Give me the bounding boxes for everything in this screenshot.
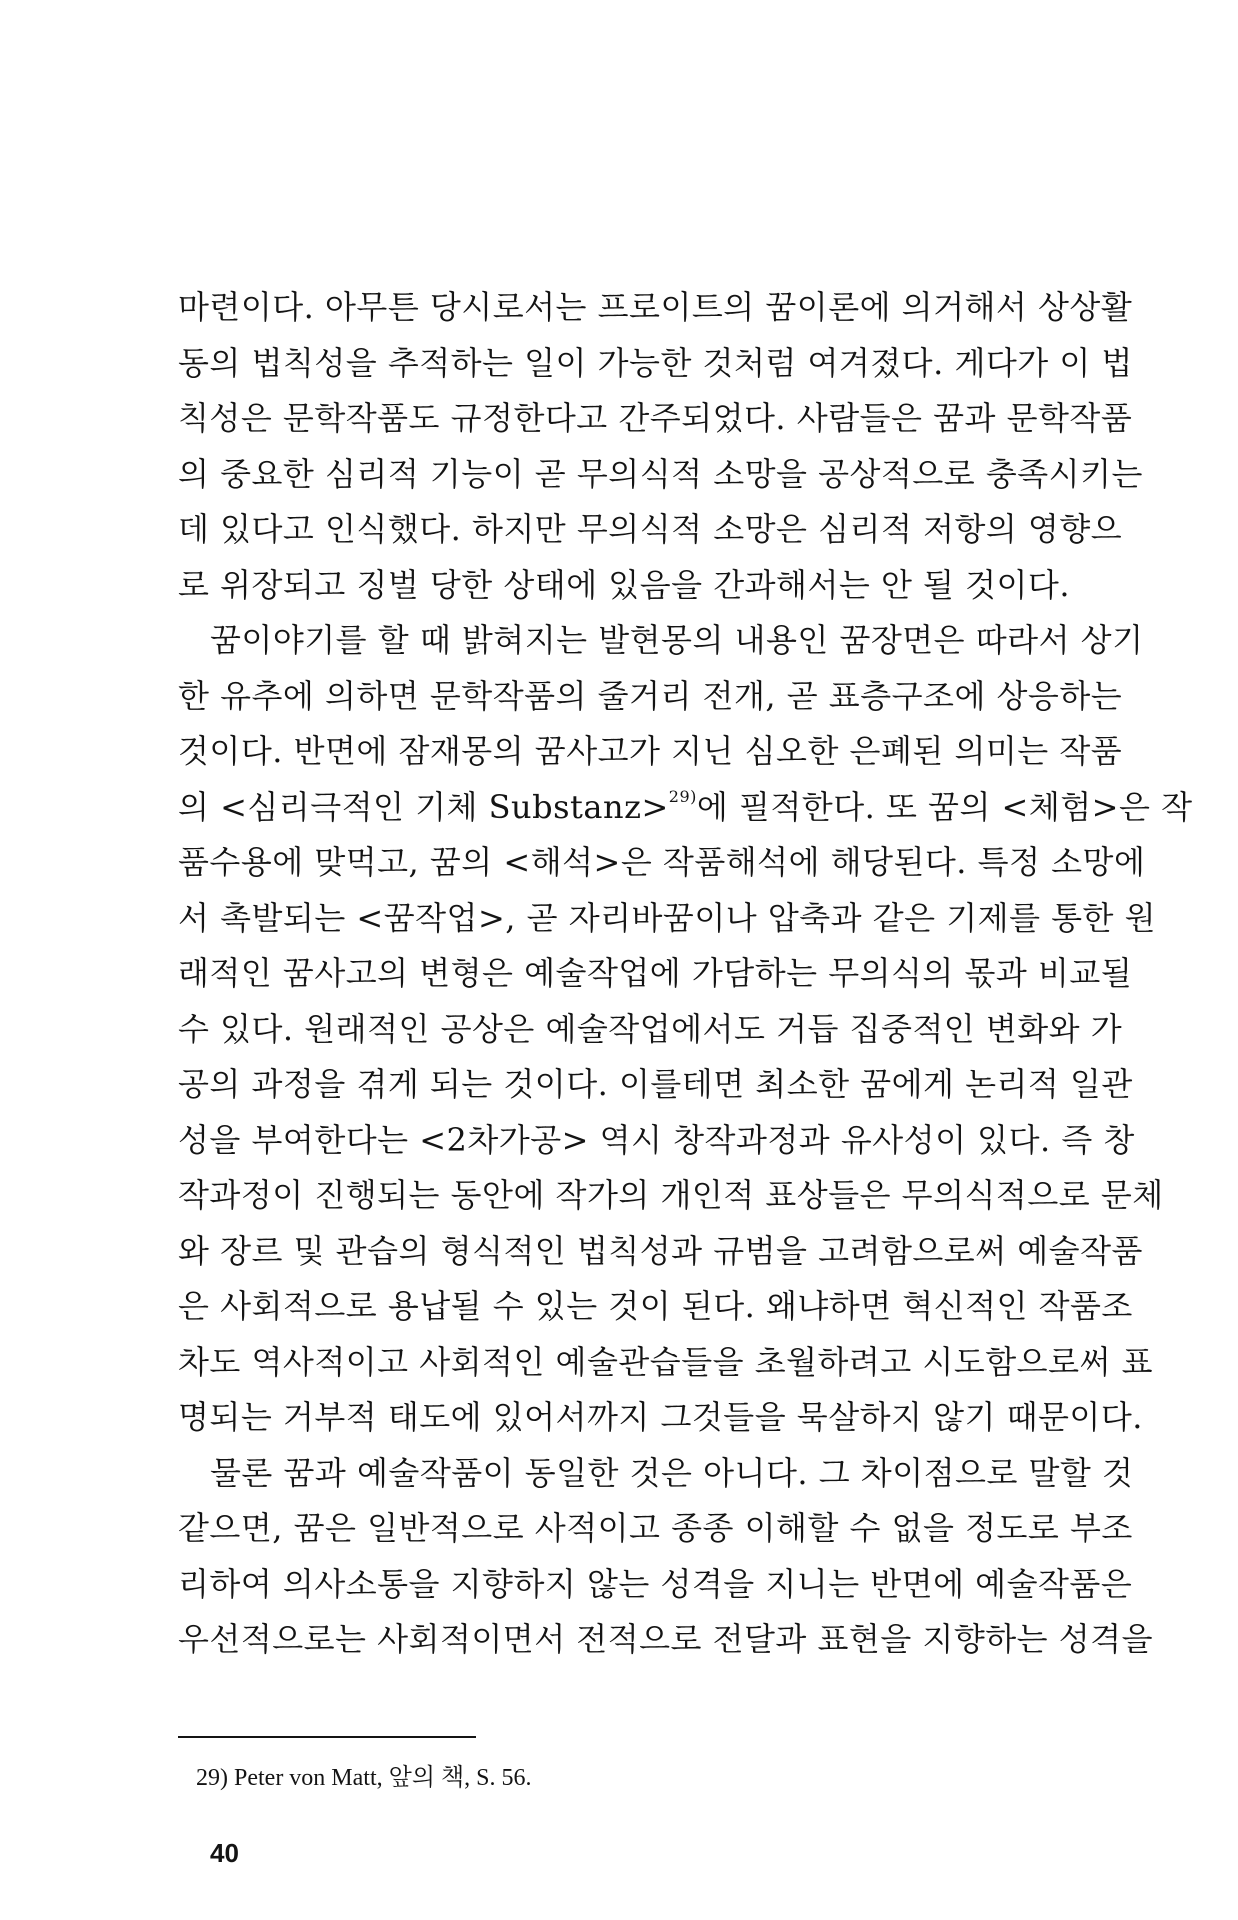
text-line: 우선적으로는 사회적이면서 전적으로 전달과 표현을 지향하는 성격을 <box>178 1620 1153 1658</box>
text-line: 은 사회적으로 용납될 수 있는 것이 된다. 왜냐하면 혁신적인 작품조 <box>178 1287 1133 1325</box>
text-line: 작과정이 진행되는 동안에 작가의 개인적 표상들은 무의식적으로 문체 <box>178 1176 1164 1214</box>
text-line: 같으면, 꿈은 일반적으로 사적이고 종종 이해할 수 없을 정도로 부조 <box>178 1509 1133 1547</box>
text-line: 로 위장되고 징벌 당한 상태에 있음을 간과해서는 안 될 것이다. <box>178 565 1071 604</box>
text-line: 성을 부여한다는 <2차가공> 역시 창작과정과 유사성이 있다. 즉 창 <box>178 1120 1135 1159</box>
text-line: 차도 역사적이고 사회적인 예술관습들을 초월하려고 시도함으로써 표 <box>178 1342 1153 1381</box>
text-line: 데 있다고 인식했다. 하지만 무의식적 소망은 심리적 저항의 영향으 <box>178 510 1123 548</box>
text-line: 동의 법칙성을 추적하는 일이 가능한 것처럼 여겨졌다. 게다가 이 법 <box>178 343 1133 382</box>
text-line: 수 있다. 원래적인 공상은 예술작업에서도 거듭 집중적인 변화와 가 <box>178 1009 1123 1048</box>
text-segment: 의 <심리극적인 기체 Substanz> <box>178 787 669 826</box>
text-line: 와 장르 및 관습의 형식적인 법칙성과 규범을 고려함으로써 예술작품 <box>178 1231 1143 1270</box>
text-line: 칙성은 문학작품도 규정한다고 간주되었다. 사람들은 꿈과 문학작품 <box>178 399 1133 437</box>
text-line: 마련이다. 아무튼 당시로서는 프로이트의 꿈이론에 의거해서 상상활 <box>178 288 1133 326</box>
paragraph-first-line: 물론 꿈과 예술작품이 동일한 것은 아니다. 그 차이점으로 말할 것 <box>210 1453 1134 1492</box>
body-text <box>178 280 1193 1668</box>
text-line: 의 중요한 심리적 기능이 곧 무의식적 소망을 공상적으로 충족시키는 <box>178 454 1143 493</box>
footnote: 29) Peter von Matt, 앞의 책, S. 56. <box>196 1765 532 1791</box>
paragraph-first-line: 꿈이야기를 할 때 밝혀지는 발현몽의 내용인 꿈장면은 따라서 상기 <box>210 621 1144 659</box>
text-line: 공의 과정을 겪게 되는 것이다. 이를테면 최소한 꿈에게 논리적 일관 <box>178 1065 1133 1103</box>
footnote-reference: 29) <box>668 786 697 806</box>
text-line: 래적인 꿈사고의 변형은 예술작업에 가담하는 무의식의 몫과 비교될 <box>178 954 1133 992</box>
page-number: 40 <box>210 1838 239 1868</box>
footnote-divider <box>178 1736 476 1738</box>
text-line: 것이다. 반면에 잠재몽의 꿈사고가 지닌 심오한 은폐된 의미는 작품 <box>178 732 1123 770</box>
text-line: 명되는 거부적 태도에 있어서까지 그것들을 묵살하지 않기 때문이다. <box>178 1398 1143 1436</box>
text-segment: 에 필적한다. 또 꿈의 <체험>은 작 <box>696 787 1193 826</box>
text-line: 한 유추에 의하면 문학작품의 줄거리 전개, 곧 표층구조에 상응하는 <box>178 676 1123 715</box>
text-line: 품수용에 맞먹고, 꿈의 <해석>은 작품해석에 해당된다. 특정 소망에 <box>178 843 1146 881</box>
text-line: 리하여 의사소통을 지향하지 않는 성격을 지니는 반면에 예술작품은 <box>178 1564 1133 1603</box>
text-line-with-footnote-ref <box>178 780 1193 836</box>
text-line: 서 촉발되는 <꿈작업>, 곧 자리바꿈이나 압축과 같은 기제를 통한 원 <box>178 898 1157 937</box>
